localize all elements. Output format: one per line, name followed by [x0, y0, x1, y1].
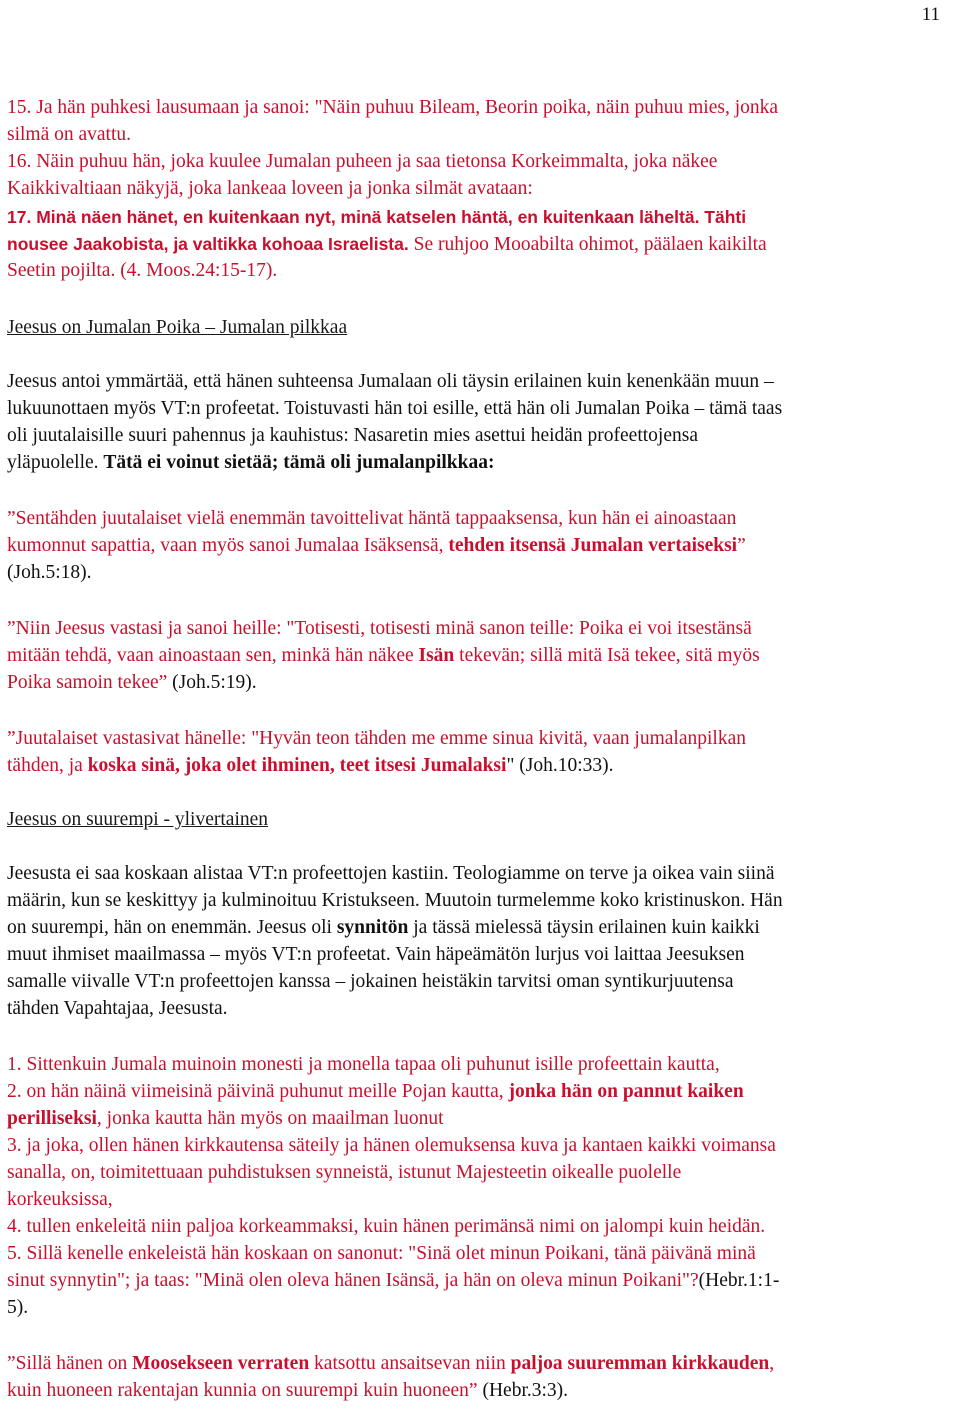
- quote-joh-5-19-line-2: [7, 644, 760, 668]
- quote-joh-5-18-line-2: [7, 534, 746, 558]
- paragraph-2-line-5: samalle viivalle VT:n profeettojen kanssa – jokainen heistäkin tarvitsi oman syntikurjuutensa: [7, 971, 734, 992]
- quote-4-text-c: kuin huoneen rakentajan kunnia on suurempi kuin huoneen”: [7, 1380, 478, 1401]
- quote-hebr-3-3-line-2: [7, 1379, 568, 1403]
- verse-15-line-2: silmä on avattu.: [7, 124, 132, 145]
- hebr-2-text: 2. on hän näinä viimeisinä päivinä puhunut meille Pojan kautta,: [7, 1081, 509, 1102]
- quote-joh-5-19-line-1: ”Niin Jeesus vastasi ja sanoi heille: "Totisesti, totisesti minä sanon teille: Poika ei voi itsestänsä: [7, 618, 752, 639]
- quote-joh-5-18-ref: (Joh.5:18).: [7, 562, 92, 583]
- quote-4-bold-b: paljoa suuremman kirkkauden: [510, 1353, 770, 1374]
- hebr-verse-1: 1. Sittenkuin Jumala muinoin monesti ja monella tapaa oli puhunut isille profeettain kautta,: [7, 1054, 720, 1075]
- hebr-2-text-cont: , jonka kautta hän myös on maailman luonut: [96, 1108, 444, 1129]
- paragraph-1-line-2: lukuunottaen myös VT:n profeetat. Toistuvasti hän toi esille, että hän oli Jumalan Poika – tämä taas: [7, 398, 783, 419]
- verse-17-bold: nousee Jaakobista, ja valtikka kohoaa Israelista.: [7, 234, 409, 254]
- hebr-verse-4: 4. tullen enkeleitä niin paljoa korkeammaksi, kuin hänen perimänsä nimi on jalompi kuin heidän.: [7, 1216, 766, 1237]
- hebr-verse-3-line-3: korkeuksissa,: [7, 1189, 113, 1210]
- quote-joh-10-33-line-2: [7, 754, 614, 778]
- paragraph-2-line-3: [7, 916, 760, 940]
- hebr-verse-5-line-1: 5. Sillä kenelle enkeleistä hän koskaan on sanonut: "Sinä olet minun Poikani, tänä päivänä minä: [7, 1243, 756, 1264]
- verse-16-line-1: 16. Näin puhuu hän, joka kuulee Jumalan puheen ja saa tietonsa Korkeimmalta, joka näkee: [7, 151, 718, 172]
- paragraph-2-line-2: määrin, kun se keskittyy ja kulminoituu Kristukseen. Muutoin turmelemme koko kristinuskon. Hän: [7, 890, 783, 911]
- section-heading-suurempi: Jeesus on suurempi - ylivertainen: [7, 809, 269, 830]
- hebr-2-bold-cont: perilliseksi: [7, 1108, 97, 1129]
- quote-3-bold: koska sinä, joka olet ihminen, teet itsesi Jumalaksi: [87, 755, 507, 776]
- quote-joh-5-18-line-1: ”Sentähden juutalaiset vielä enemmän tavoittelivat häntä tappaaksensa, kun hän ei ainoastaan: [7, 508, 737, 529]
- paragraph-2-line-1: Jeesusta ei saa koskaan alistaa VT:n profeettojen kastiin. Teologiamme on terve ja oikea vain siinä: [7, 863, 775, 884]
- quote-1-text: kumonnut sapattia, vaan myös sanoi Jumalaa Isäksensä,: [7, 535, 449, 556]
- paragraph-2-line-6: tähden Vapahtajaa, Jeesusta.: [7, 998, 228, 1019]
- quote-4-comma: ,: [769, 1353, 775, 1374]
- section-heading-jumalan-poika: Jeesus on Jumalan Poika – Jumalan pilkkaa: [7, 317, 348, 338]
- paragraph-2-bold: synnitön: [336, 917, 409, 938]
- quote-4-bold-a: Moosekseen verraten: [132, 1353, 310, 1374]
- verse-17-plain: Se ruhjoo Mooabilta ohimot, päälaen kaikilta: [408, 234, 767, 255]
- quote-joh-5-19-line-3: [7, 671, 257, 695]
- verse-17-line-3: Seetin pojilta. (4. Moos.24:15-17).: [7, 260, 278, 281]
- verse-17-line-1: 17. Minä näen hänet, en kuitenkaan nyt, minä katselen häntä, en kuitenkaan läheltä. Tähti: [7, 207, 747, 227]
- page-number: 11: [921, 4, 940, 25]
- paragraph-1-text: yläpuolelle.: [7, 452, 104, 473]
- paragraph-1-bold: Tätä ei voinut sietää; tämä oli jumalanpilkkaa:: [103, 452, 495, 473]
- verse-17-line-2: [7, 232, 767, 257]
- quote-2-text-a: mitään tehdä, vaan ainoastaan sen, minkä hän näkee: [7, 645, 419, 666]
- paragraph-1-line-1: Jeesus antoi ymmärtää, että hänen suhteensa Jumalaan oli täysin erilainen kuin kenenkään muun –: [7, 371, 774, 392]
- quote-2-bold: Isän: [418, 645, 455, 666]
- paragraph-1-line-3: oli juutalaisille suuri pahennus ja kauhistus: Nasaretin mies asettui heidän profeettojensa: [7, 425, 698, 446]
- quote-1-bold: tehden itsensä Jumalan vertaiseksi: [448, 535, 738, 556]
- paragraph-1-line-4: [7, 451, 495, 475]
- quote-hebr-3-3-line-1: [7, 1352, 774, 1376]
- hebr-ref: (Hebr.1:1-: [698, 1270, 780, 1291]
- quote-1-closing-mark: ”: [737, 535, 746, 556]
- quote-2-ref: (Joh.5:19).: [167, 672, 257, 693]
- hebr-5-text: sinut synnytin"; ja taas: "Minä olen oleva hänen Isänsä, ja hän on oleva minun Poikani"?: [7, 1270, 699, 1291]
- hebr-verse-2-line-2: [7, 1107, 444, 1131]
- quote-4-text-b: katsottu ansaitsevan niin: [309, 1353, 511, 1374]
- quote-4-text-a: ”Sillä hänen on: [7, 1353, 133, 1374]
- quote-joh-10-33-line-1: ”Juutalaiset vastasivat hänelle: "Hyvän teon tähden me emme sinua kivitä, vaan jumalanpilkan: [7, 728, 746, 749]
- quote-2-text-b: tekevän; sillä mitä Isä tekee, sitä myös: [454, 645, 760, 666]
- quote-3-ref: " (Joh.10:33).: [506, 755, 614, 776]
- hebr-verse-5-line-2: [7, 1269, 779, 1293]
- paragraph-2-text-b: ja tässä mielessä täysin erilainen kuin kaikki: [408, 917, 760, 938]
- quote-3-text: tähden, ja: [7, 755, 88, 776]
- paragraph-2-text-a: on suurempi, hän on enemmän. Jeesus oli: [7, 917, 337, 938]
- quote-2-text-c: Poika samoin tekee”: [7, 672, 168, 693]
- paragraph-2-line-4: muut ihmiset maailmassa – myös VT:n profeetat. Vain häpeämätön lurjus voi laittaa Jeesuksen: [7, 944, 745, 965]
- hebr-verse-2-line-1: [7, 1080, 744, 1104]
- quote-4-ref: (Hebr.3:3).: [477, 1380, 569, 1401]
- hebr-ref-end: 5).: [7, 1297, 29, 1318]
- hebr-2-bold: jonka hän on pannut kaiken: [508, 1081, 744, 1102]
- verse-16-line-2: Kaikkivaltiaan näkyjä, joka lankeaa loveen ja jonka silmät avataan:: [7, 178, 533, 199]
- hebr-verse-3-line-1: 3. ja joka, ollen hänen kirkkautensa säteily ja hänen olemuksensa kuva ja kantaen kaikki voimansa: [7, 1135, 776, 1156]
- hebr-verse-3-line-2: sanalla, on, toimitettuaan puhdistuksen synneistä, istunut Majesteetin oikealle puolelle: [7, 1162, 682, 1183]
- verse-15-line-1: 15. Ja hän puhkesi lausumaan ja sanoi: "Näin puhuu Bileam, Beorin poika, näin puhuu mies, jonka: [7, 97, 779, 118]
